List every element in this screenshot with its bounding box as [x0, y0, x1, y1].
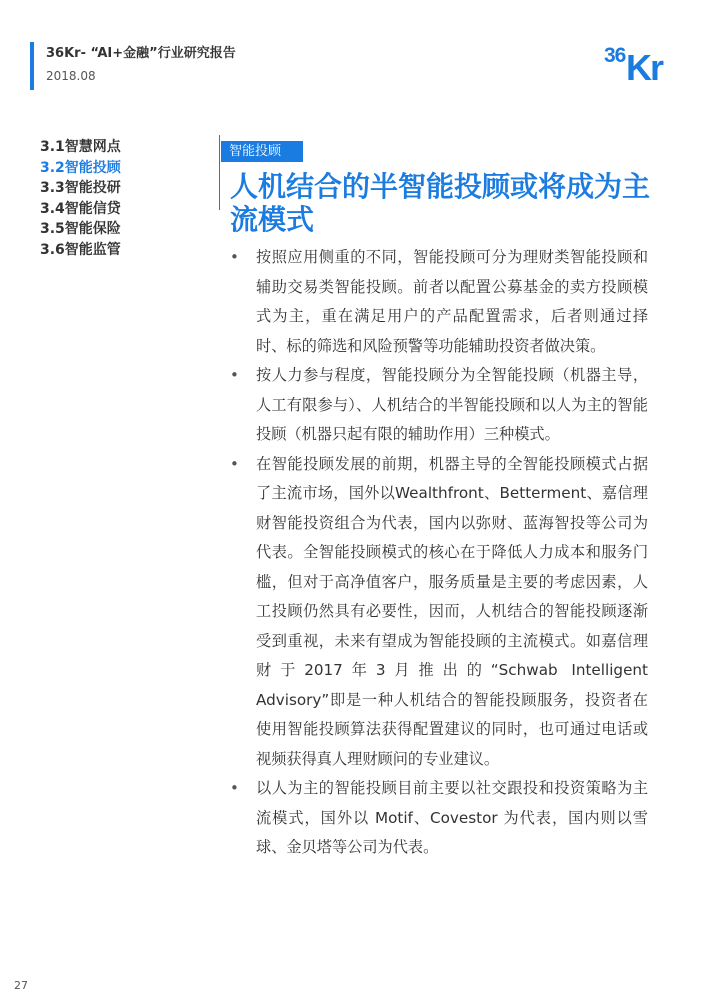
svg-text:36: 36: [604, 44, 626, 67]
svg-text:Kr: Kr: [626, 47, 663, 84]
header-accent-bar: [30, 42, 34, 90]
bullet-icon: •: [230, 248, 239, 266]
report-date: 2018.08: [46, 69, 96, 83]
page-number: 27: [14, 979, 28, 992]
bullet-icon: •: [230, 454, 239, 473]
toc-item-3-2[interactable]: 3.2智能投顾: [40, 159, 121, 176]
list-item: [228, 361, 648, 450]
list-item: [228, 243, 648, 361]
toc-item-3-4[interactable]: 3.4智能信贷: [40, 200, 121, 217]
bullet-text: 以人为主的智能投顾目前主要以社交跟投和投资策略为主流模式，国外以 Motif、Covestor 为代表，国内则以雪球、金贝塔等公司为代表。: [256, 779, 648, 856]
report-title: 36Kr- “AI+金融”行业研究报告: [46, 46, 236, 61]
section-divider: [219, 135, 220, 210]
list-item: [228, 774, 648, 863]
section-title: 人机结合的半智能投顾或将成为主流模式: [230, 170, 651, 236]
bullet-icon: •: [230, 779, 239, 797]
section-tag: 智能投顾: [221, 141, 303, 162]
chapter-toc: [40, 137, 160, 260]
bullet-icon: •: [230, 366, 239, 384]
bullet-text: 按人力参与程度，智能投顾分为全智能投顾（机器主导，人工有限参与）、人机结合的半智能投顾和以人为主的智能投顾（机器只起有限的辅助作用）三种模式。: [256, 366, 648, 443]
toc-item-3-3[interactable]: 3.3智能投研: [40, 180, 121, 196]
list-item: [228, 450, 648, 775]
toc-item-3-6[interactable]: 3.6智能监管: [40, 241, 121, 258]
toc-item-3-5[interactable]: 3.5智能保险: [40, 221, 121, 237]
36kr-logo: [604, 36, 684, 84]
bullet-list: [228, 243, 648, 863]
bullet-text: 按照应用侧重的不同，智能投顾可分为理财类智能投顾和辅助交易类智能投顾。前者以配置公募基金的卖方投顾模式为主，重在满足用户的产品配置需求，后者则通过择时、标的筛选和风险预警等功能辅助投资者做决策。: [256, 248, 648, 355]
toc-item-3-1[interactable]: 3.1智慧网点: [40, 139, 121, 155]
bullet-text: 在智能投顾发展的前期，机器主导的全智能投顾模式占据了主流市场，国外以Wealthfront、Betterment、嘉信理财智能投资组合为代表，国内以弥财、蓝海智投等公司为代表。全智能投顾模式的核心在于降低人力成本和服务门槛，但对于高净值客户，服务质量是主要的考虑因素，人工投顾仍然具有必要性，因而，人机结合的智能投顾逐渐受到重视，未来有望成为智能投顾的主流模式。如嘉信理财于2017年3月推出的“Schwab Intelligent Advisory”即是一种人机结合的智能投顾服务，投资者在使用智能投顾算法获得配置建议的同时，也可通过电话或视频获得真人理财顾问的专业建议。: [256, 454, 648, 768]
